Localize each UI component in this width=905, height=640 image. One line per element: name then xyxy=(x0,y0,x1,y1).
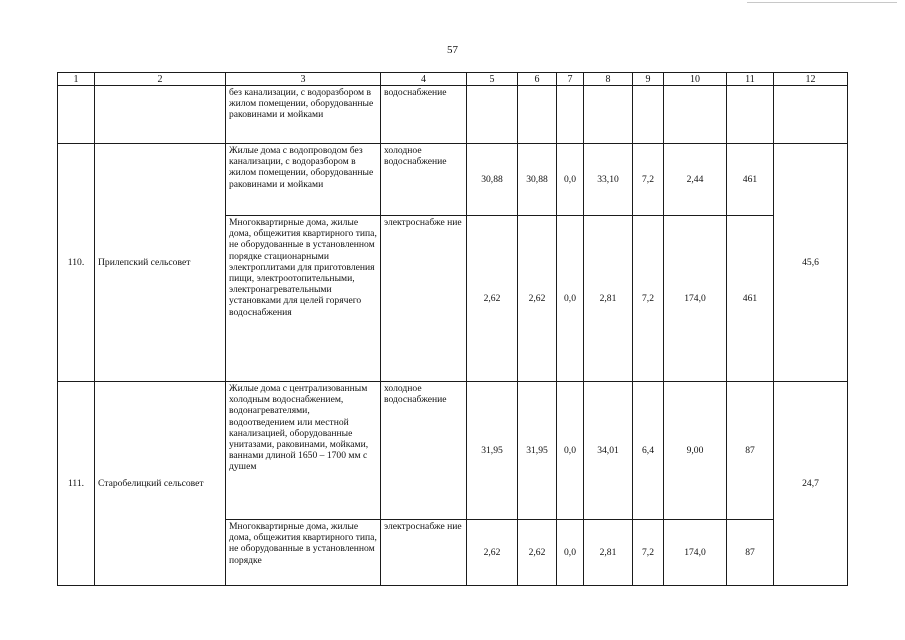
value-cell-6: 31,95 xyxy=(518,382,557,520)
consumer-category-cell: Жилые дома с водопроводом без канализации, с водоразбором в жилом помещении, оборудованные раковинами и мойками xyxy=(226,144,381,216)
value-cell-8: 33,10 xyxy=(584,144,633,216)
header-cell: 8 xyxy=(584,73,633,86)
table-row xyxy=(58,382,848,520)
value-cell-11: 461 xyxy=(727,216,774,382)
table-header-row xyxy=(58,73,848,86)
consumer-category-cell: без канализации, с водоразбором в жилом помещении, оборудованные раковинами и мойками xyxy=(226,86,381,144)
settlement-cell: Старобелицкий сельсовет xyxy=(95,382,226,586)
value-cell-7: 0,0 xyxy=(557,216,584,382)
value-cell-11: 461 xyxy=(727,144,774,216)
header-cell: 7 xyxy=(557,73,584,86)
value-cell-9: 7,2 xyxy=(633,144,664,216)
value-cell-10: 9,00 xyxy=(664,382,727,520)
service-cell: электроснабже ние xyxy=(381,520,467,586)
header-cell: 4 xyxy=(381,73,467,86)
table-row xyxy=(58,144,848,216)
header-cell: 5 xyxy=(467,73,518,86)
header-cell: 10 xyxy=(664,73,727,86)
value-cell-7: 0,0 xyxy=(557,520,584,586)
consumer-category-cell: Жилые дома с централизованным холодным водоснабжением, водонагревателями, водоотведением или местной канализацией, оборудованные унитазами, раковинами, мойками, ваннами длиной 1650 – 1700 мм с душем xyxy=(226,382,381,520)
value-cell-9: 6,4 xyxy=(633,382,664,520)
value-cell-7: 0,0 xyxy=(557,144,584,216)
value-cell-6: 30,88 xyxy=(518,144,557,216)
service-cell: водоснабжение xyxy=(381,86,467,144)
header-cell: 6 xyxy=(518,73,557,86)
header-cell: 9 xyxy=(633,73,664,86)
value-cell-6: 2,62 xyxy=(518,520,557,586)
value-cell-8: 34,01 xyxy=(584,382,633,520)
value-cell-8: 2,81 xyxy=(584,216,633,382)
value-cell-5: 30,88 xyxy=(467,144,518,216)
header-cell: 1 xyxy=(58,73,95,86)
row-number-cell xyxy=(58,86,95,144)
service-cell: холодное водоснабжение xyxy=(381,144,467,216)
value-cell-11: 87 xyxy=(727,520,774,586)
value-cell-6: 2,62 xyxy=(518,216,557,382)
value-cell-9: 7,2 xyxy=(633,216,664,382)
value-cell-7: 0,0 xyxy=(557,382,584,520)
value-cell-11: 87 xyxy=(727,382,774,520)
row-number-cell: 111. xyxy=(58,382,95,586)
scan-edge-line xyxy=(747,2,897,3)
consumer-category-cell: Многоквартирные дома, жилые дома, общежития квартирного типа, не оборудованные в установленном порядке стационарными электроплитами для приготовления пищи, электроотопительными, электронагревательными установками для целей горячего водоснабжения xyxy=(226,216,381,382)
settlement-cell xyxy=(95,86,226,144)
value-cell-10: 174,0 xyxy=(664,520,727,586)
service-cell: электроснабже ние xyxy=(381,216,467,382)
value-cell-8: 2,81 xyxy=(584,520,633,586)
value-cell-9: 7,2 xyxy=(633,520,664,586)
page-number: 57 xyxy=(447,44,458,56)
value-cell-5: 2,62 xyxy=(467,216,518,382)
table-row-continued xyxy=(58,86,848,144)
header-cell: 11 xyxy=(727,73,774,86)
tariff-table xyxy=(57,72,848,586)
row-number-cell: 110. xyxy=(58,144,95,382)
value-cell-5: 31,95 xyxy=(467,382,518,520)
value-cell-10: 174,0 xyxy=(664,216,727,382)
value-cell-12: 24,7 xyxy=(774,382,848,586)
header-cell: 3 xyxy=(226,73,381,86)
value-cell-10: 2,44 xyxy=(664,144,727,216)
settlement-cell: Прилепский сельсовет xyxy=(95,144,226,382)
consumer-category-cell: Многоквартирные дома, жилые дома, общежития квартирного типа, не оборудованные в установленном порядке xyxy=(226,520,381,586)
value-cell-5: 2,62 xyxy=(467,520,518,586)
header-cell: 2 xyxy=(95,73,226,86)
header-cell: 12 xyxy=(774,73,848,86)
service-cell: холодное водоснабжение xyxy=(381,382,467,520)
value-cell-12: 45,6 xyxy=(774,144,848,382)
